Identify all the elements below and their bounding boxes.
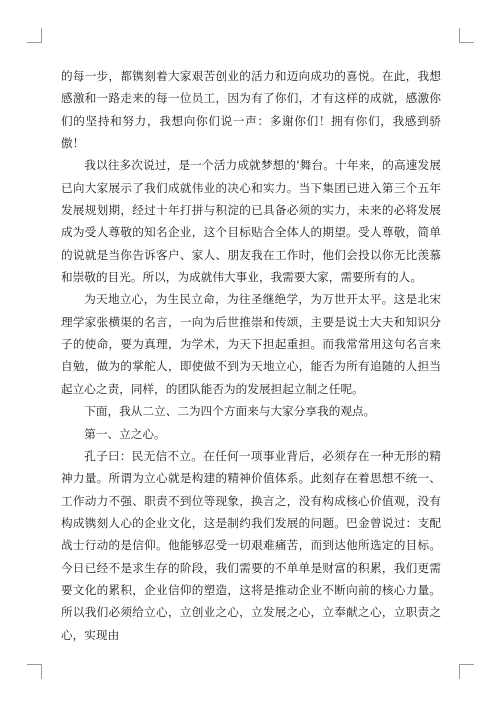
crop-mark-bottom-right [459,664,474,679]
paragraph-intro: 下面，我从二立、二为四个方面来与大家分享我的观点。 [84,404,376,419]
document-body [61,65,441,646]
crop-mark-top-right [459,28,474,43]
paragraph-continuation: 的每一步，都镌刻着大家艰苦创业的活力和迈向成功的喜悦。在此，我想感激和一路走来的每一位员工，因为有了你们，才有这样的成就，感激你们的坚持和努力，我想向你们说一声：多谢你们！拥有你们，我感到骄傲！ [61,69,441,151]
crop-mark-bottom-left [27,664,42,679]
crop-mark-top-left [27,28,42,43]
paragraph-confucius: 孔子曰：民无信不立。在任何一项事业背后，必须存在一种无形的精神力量。所谓为立心就是构建的精神价值体系。此刻存在着思想不统一、工作动力不强、职责不到位等现象，换言之，没有构成核心价值观，没有构成镌刻人心的企业文化，这是制约我们发展的问题。巴金曾说过：支配战士行动的是信仰。他能够忍受一切艰难痛苦，而到达他所选定的目标。今日已经不是求生存的阶段，我们需要的不单单是财富的积累，我们更需要文化的累积，企业信仰的塑造，这将是推动企业不断向前的核心力量。所以我们必须给立心，立创业之心，立发展之心，立奉献之心，立职责之心，实现由 [61,448,441,642]
section-heading: 第一、立之心。 [84,426,166,441]
paragraph-stage: 我以往多次说过，是一个活力成就梦想的'舞台。十年来，的高速发展已向大家展示了我们成就伟业的决心和实力。当下集团已进入第三个五年发展规划期，经过十年打拼与积淀的已具备必须的实力，未来的必将发展成为受人尊敬的知名企业，这个目标贴合全体人的期望。受人尊敬，简单的说就是当你告诉客户、家人、朋友我在工作时，他们会投以你无比羡慕和崇敬的目光。所以，为成就伟大事业，我需要大家，需要所有的人。 [61,158,441,285]
paragraph-quote: 为天地立心，为生民立命，为往圣继绝学，为万世开太平。这是北宋理学家张横渠的名言，一向为后世推崇和传颂，主要是说士大夫和知识分子的使命，要为真理，为学术，为天下担起重担。而我常常用这句名言来自勉，做为的掌舵人，即使做不到为天地立心，能否为所有追随的人担当起立心之责，同样，的团队能否为的发展担起立制之任呢。 [61,292,441,396]
